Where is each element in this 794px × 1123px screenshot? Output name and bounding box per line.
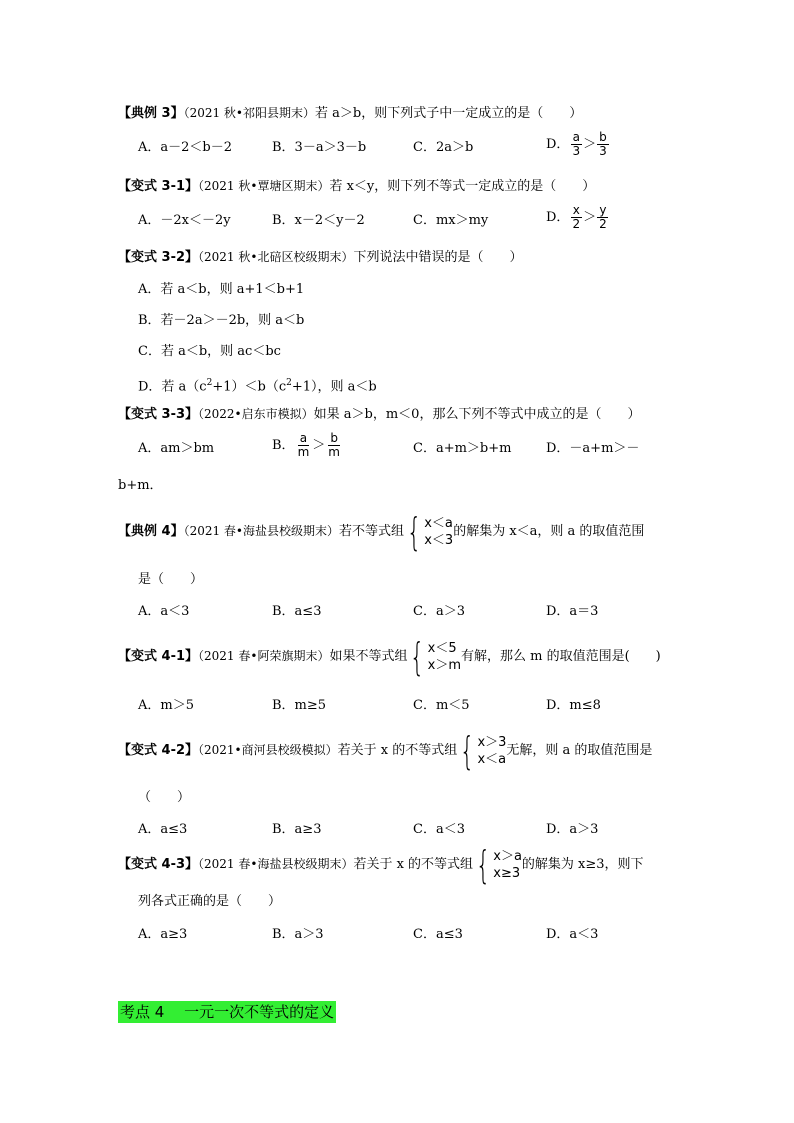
question-text: 的解集为 x＜a，则 a 的取值范围 [453,524,645,539]
question-text: 有解，那么 m 的取值范围是( ) [461,649,661,664]
option-c: C．a≤3 [413,927,463,942]
option-label: D． [546,210,570,225]
question-source: （2021 春•海盐县校级期末） [198,857,354,871]
option-b: B．a≥3 [272,822,322,837]
denominator: m [328,445,340,459]
option-d: D．－a+m＞－ [546,441,640,456]
question-v33-stem [118,405,640,424]
numerator: b [330,431,338,445]
system-row: x＜3 [424,532,454,548]
option-c: C．a＜3 [413,822,465,837]
option-a: A．－2x＜－2y [138,213,231,228]
fraction [570,204,582,231]
question-source: （2021•商河县校级模拟） [198,743,338,757]
option-a: A．m＞5 [138,698,194,713]
denominator: 2 [599,217,607,231]
question-text: 无解，则 a 的取值范围是 [506,743,653,758]
option-c: C．m＜5 [413,698,470,713]
question-text-continued: 是（ ） [138,572,204,587]
option-label: D． [546,137,570,152]
option-a: A．am＞bm [138,441,215,456]
question-source: （2021 春•海盐县校级期末） [183,524,340,538]
option-a: A．a－2＜b－2 [138,140,233,155]
question-tag: 【变式 3-2】 [118,250,199,265]
system-rows [493,848,522,882]
question-v43-options [138,926,738,950]
option-c: C．若 a＜b，则 ac＜bc [138,344,281,359]
option-a: A．a≥3 [138,927,188,942]
question-v32-stem [118,248,522,267]
option-b: B．x－2＜y－2 [272,213,365,228]
option-c: C．a+m＞b+m [413,441,512,456]
option-b [272,432,343,459]
option-a: A．a≤3 [138,822,188,837]
option-d [546,131,610,158]
system-row: x＜5 [427,640,457,656]
question-text: 如果不等式组 [329,649,408,664]
denominator: m [297,445,310,459]
option-text: +1）＜b（c [212,379,287,395]
section-heading-topic-4: 考点 4 一元一次不等式的定义 [120,1003,335,1021]
numerator: a [299,431,308,445]
question-v42-stem [118,728,653,773]
numerator: b [599,130,607,144]
option-d: D．m≤8 [546,698,601,713]
question-v31-stem [118,177,595,196]
left-brace: { [460,728,475,773]
denominator: 3 [599,144,607,158]
left-brace: { [410,634,425,679]
system-row: x＞m [427,657,462,673]
inequality-system [457,728,507,773]
option-d: D．a＜3 [546,927,599,942]
fraction [597,131,609,158]
question-source: （2021 秋•祁阳县期末） [183,106,316,120]
superscript: 2 [206,378,213,388]
question-v42-options [138,821,738,845]
option-c: C．2a＞b [413,140,474,155]
question-ex3-options [138,130,738,163]
denominator: 2 [572,217,581,231]
operator: ＞ [583,210,597,225]
question-source: （2021 春•阿荣旗期末） [198,649,330,663]
question-text-continued: （ ） [138,790,191,805]
question-text: 下列说法中错误的是（ ） [353,250,523,265]
question-source: （2022•启东市模拟） [198,407,314,421]
denominator: 3 [572,144,581,158]
option-d: D．a＞3 [546,822,599,837]
numerator: y [599,203,607,217]
system-row: x＞3 [477,734,507,750]
question-v31-options [138,203,738,236]
question-text: 若不等式组 [339,524,405,539]
question-ex3-stem [118,104,582,123]
question-ex4-stem [118,509,645,554]
option-b: B．若－2a＞－2b，则 a＜b [138,313,305,328]
option-b: B．m≥5 [272,698,327,713]
question-tag: 【变式 4-3】 [118,857,199,872]
numerator: a [572,130,580,144]
question-v33-options [138,431,738,464]
numerator: x [572,203,580,217]
system-row: x＞a [493,848,522,864]
system-row: x≥3 [493,865,521,881]
option-a: A．a＜3 [138,604,190,619]
left-brace: { [475,842,491,887]
question-tag: 【变式 4-1】 [118,649,199,664]
inequality-system [407,634,462,679]
question-v43-stem [118,842,644,887]
inequality-system [473,842,522,887]
question-v41-stem [118,634,661,679]
question-text: 的解集为 x≥3，则下 [521,857,644,872]
question-text: 如果 a＞b，m＜0，那么下列不等式中成立的是（ ） [313,407,641,422]
question-ex4-options [138,603,738,627]
option-d: D．a＝3 [546,604,599,619]
question-text: 若关于 x 的不等式组 [337,743,458,758]
fraction [597,204,609,231]
option-d-continued: b+m． [118,478,163,493]
question-tag: 【变式 3-3】 [118,407,199,422]
question-tag: 【典例 4】 [118,524,184,539]
question-tag: 【变式 4-2】 [118,743,199,758]
question-tag: 【典例 3】 [118,106,184,121]
superscript: 2 [286,378,292,388]
question-text: 若关于 x 的不等式组 [353,857,474,872]
option-d [546,204,610,231]
question-text: 若 x＜y，则下列不等式一定成立的是（ ） [329,179,596,194]
operator: ＞ [312,438,326,453]
question-text-continued: 列各式正确的是（ ） [138,894,282,909]
option-b: B．a≤3 [272,604,322,619]
option-b: B．3－a＞3－b [272,140,367,155]
option-text: +1），则 a＜b [291,379,377,395]
system-row: x＜a [424,515,453,531]
fraction [296,432,312,459]
question-source: （2021 秋•覃塘区期末） [198,179,330,193]
system-rows [424,515,453,549]
option-b: B．a＞3 [272,927,324,942]
option-c: C．a＞3 [413,604,465,619]
fraction [326,432,342,459]
operator: ＞ [583,137,597,152]
question-source: （2021 秋•北碚区校级期末） [198,250,354,264]
question-tag: 【变式 3-1】 [118,179,199,194]
option-a: A．若 a＜b，则 a+1＜b+1 [138,282,305,297]
system-row: x＜a [477,751,507,767]
option-text: D．若 a（c [138,379,207,395]
option-d [138,374,377,396]
system-rows [428,640,461,674]
option-c: C．mx＞my [413,213,489,228]
system-rows [477,734,506,768]
fraction [570,131,582,158]
question-v41-options [138,697,738,721]
inequality-system [404,509,454,554]
left-brace: { [406,509,422,554]
option-label: B． [272,438,295,453]
question-text: 若 a＞b，则下列式子中一定成立的是（ ） [315,106,583,121]
